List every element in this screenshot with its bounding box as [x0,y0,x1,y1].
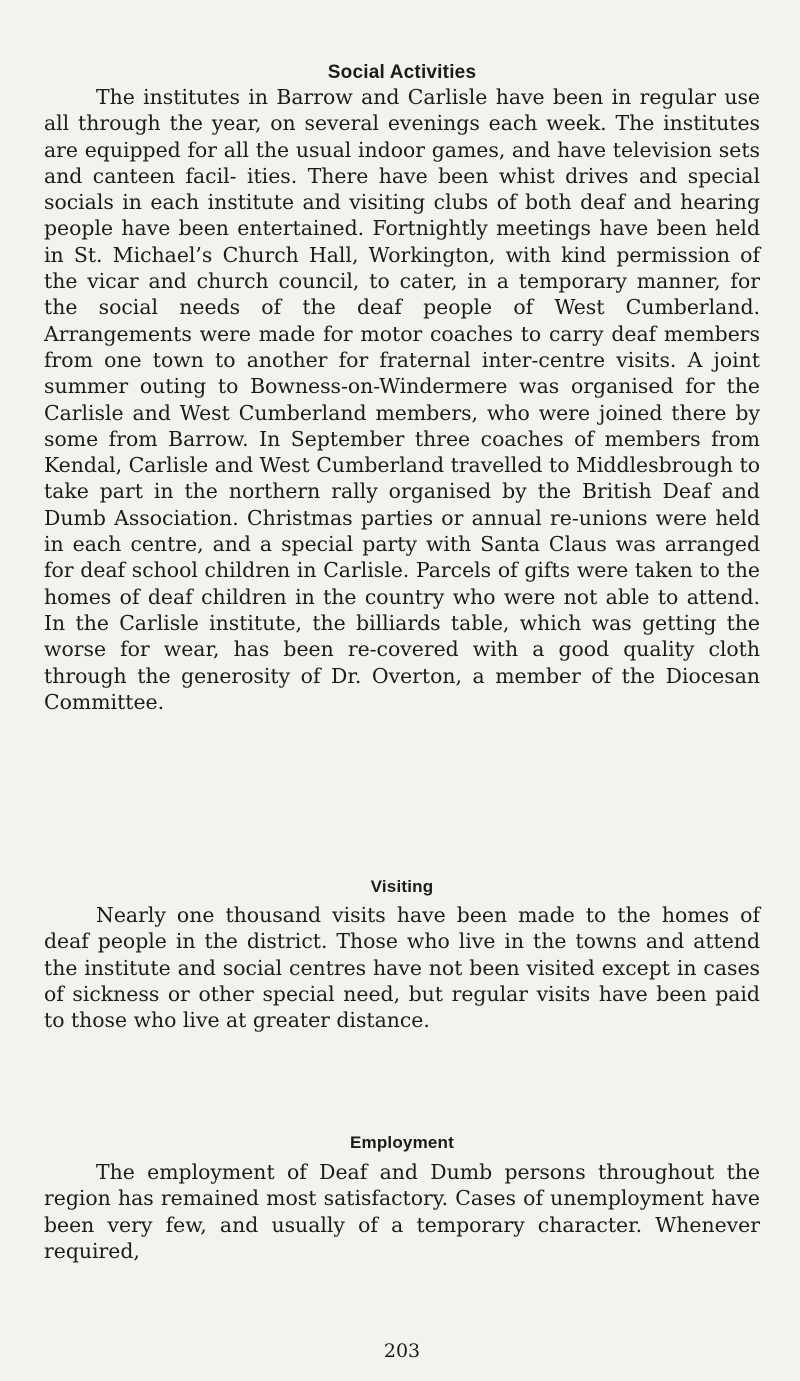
section-heading-social-activities: Social Activities [327,62,477,83]
paragraph-visiting: Nearly one thousand visits have been made to the homes of deaf people in the district. Those who live in the towns and attend the institute and social centres have not been visited except in cases of sickness or other special need, but regular visits have been paid to those who live at greater distance. [44,903,760,1033]
section-heading-visiting: Visiting [370,877,434,896]
page-number: 203 [383,1340,421,1362]
paragraph-employment: The employment of Deaf and Dumb persons throughout the region has remained most satisfactory. Cases of unemployment have been very few, and usually of a temporary character. Whenever required, [44,1160,760,1263]
section-heading-employment: Employment [349,1133,455,1152]
paragraph-social-activities: The institutes in Barrow and Carlisle have been in regular use all through the year, on several evenings each week. The institutes are equipped for all the usual indoor games, and have television sets and canteen facil- ities. There have been whist drives and special socials in each institute and visiting clubs of both deaf and hearing people have been entertained. Fortnightly meetings have been held in St. Michael’s Church Hall, Workington, with kind permission of the vicar and church council, to cater, in a temporary manner, for the social needs of the deaf people of West Cumberland. Arrangements were made for motor coaches to carry deaf members from one town to another for fraternal inter-centre visits. A joint summer outing to Bowness-on-Windermere was organised for the Carlisle and West Cumberland members, who were joined there by some from Barrow. In September three coaches of members from Kendal, Carlisle and West Cumberland travelled to Middlesbrough to take part in the northern rally organised by the British Deaf and Dumb Association. Christmas parties or annual re-unions were held in each centre, and a special party with Santa Claus was arranged for deaf school children in Carlisle. Parcels of gifts were taken to the homes of deaf children in the country who were not able to attend. In the Carlisle institute, the billiards table, which was getting the worse for wear, has been re-covered with a good quality cloth through the generosity of Dr. Overton, a member of the Diocesan Committee. [44,85,760,714]
